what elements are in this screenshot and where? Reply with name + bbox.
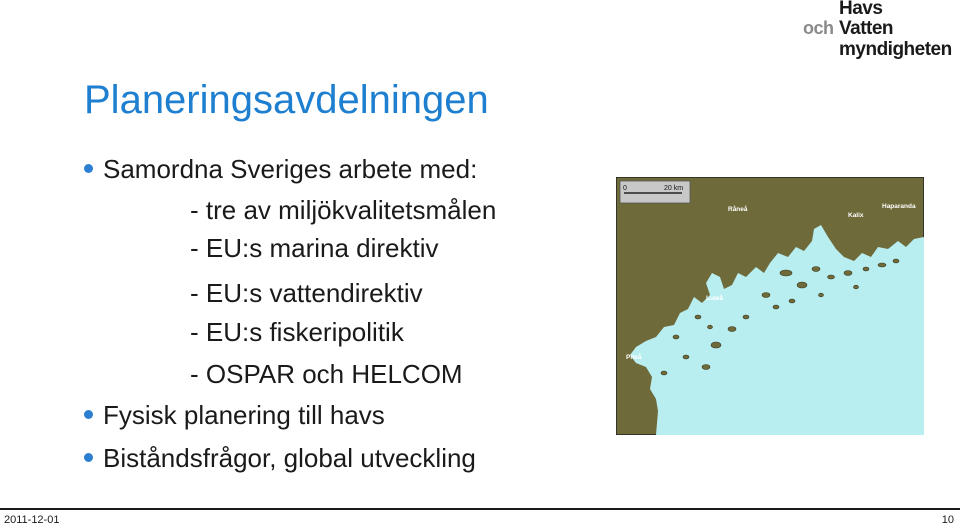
logo-line-havs: Havs (839, 0, 883, 19)
sub-item: - EU:s marina direktiv (190, 233, 439, 263)
footer-divider (0, 508, 960, 510)
bullet-dot (84, 410, 93, 419)
logo-line-och: och (803, 18, 834, 38)
sub-item: - OSPAR och HELCOM (190, 359, 463, 389)
coastline-map (616, 177, 924, 435)
bullet-dot (84, 164, 93, 173)
place-label-pitea: Piteå (626, 354, 642, 361)
sub-item: - EU:s vattendirektiv (190, 278, 423, 308)
scale-end-label: 20 km (664, 185, 684, 192)
scale-start-label: 0 (623, 185, 627, 192)
place-label-ranea: Råneå (728, 206, 748, 213)
slide-title: Planeringsavdelningen (84, 78, 489, 122)
sub-item: - EU:s fiskeripolitik (190, 317, 404, 347)
place-label-kalix: Kalix (848, 212, 864, 219)
place-label-haparanda: Haparanda (882, 203, 916, 210)
bullet-dot (84, 453, 93, 462)
footer-date: 2011-12-01 (4, 514, 60, 526)
place-label-lulea: Luleå (706, 295, 723, 302)
bullet-item: Biståndsfrågor, global utveckling (103, 443, 476, 473)
footer-page-number: 10 (941, 514, 954, 526)
bullet-item: Samordna Sveriges arbete med: (103, 154, 478, 184)
sub-item: - tre av miljökvalitetsmålen (190, 195, 497, 225)
logo-line-myndigheten: myndigheten (839, 39, 952, 60)
logo-line-vatten: Vatten (839, 18, 894, 39)
havs-och-vatten-logo (800, 0, 958, 62)
bullet-item: Fysisk planering till havs (103, 400, 385, 430)
